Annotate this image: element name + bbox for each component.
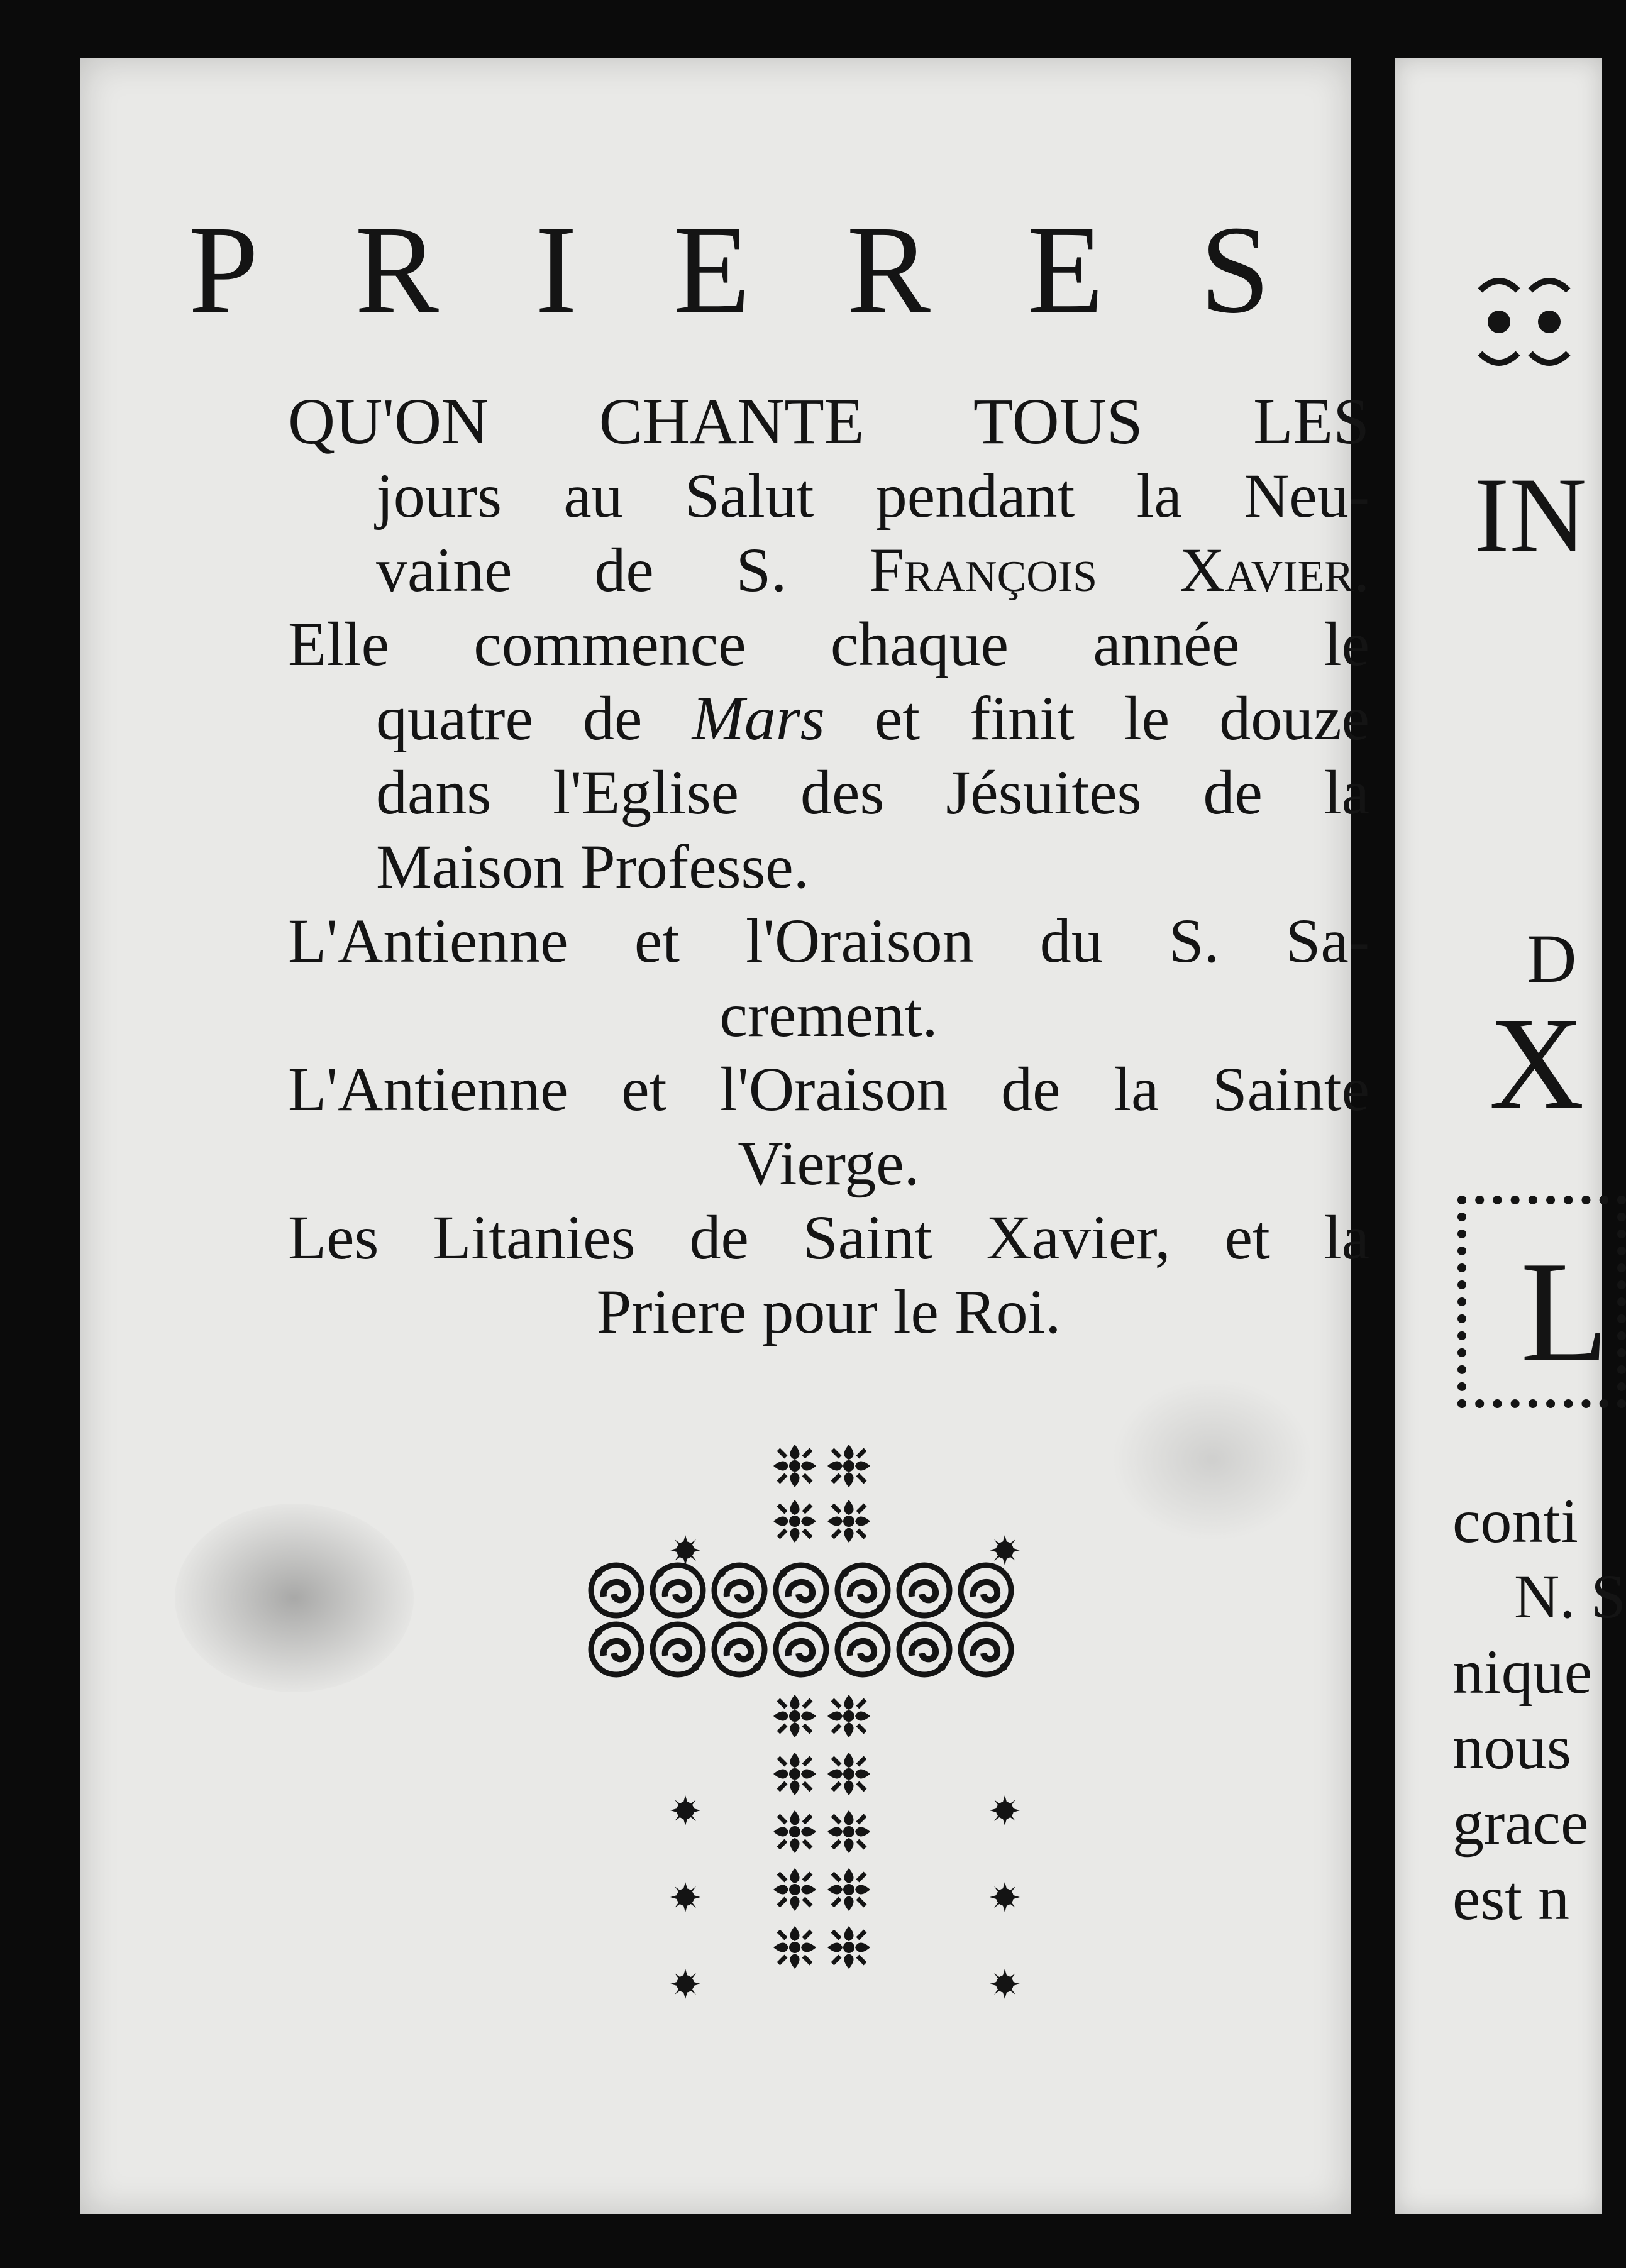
right-heading-fragment: IN [1474,456,1587,574]
right-text-line: N. S [1514,1561,1626,1631]
right-heading-fragment: D [1527,920,1577,997]
right-page [1395,58,1626,2214]
title-letter: P [189,201,259,339]
text-line: crement. [719,980,938,1050]
right-text-line: grace [1452,1788,1589,1858]
text-line: jours au Salut pendant la Neu- [376,461,1369,531]
title-letter: R [846,201,931,339]
drop-cap: L [1520,1231,1609,1392]
left-page [80,58,1369,2214]
right-text-line: est n [1452,1863,1570,1933]
title-letter: R [355,201,439,339]
text-line: L'Antienne et l'Oraison du S. Sa- [288,906,1369,976]
text-line: Les Litanies de Saint Xavier, et la [288,1203,1369,1272]
right-heading-fragment: X [1489,991,1585,1137]
text-line: vaine de S. François Xavier. [376,535,1369,605]
text-line: Elle commence chaque année le [288,609,1369,679]
ink-stain [175,1504,414,1692]
title-letter: E [1027,201,1104,339]
text-line: Priere pour le Roi. [596,1277,1061,1346]
cross-fleuron-ornament-icon [566,1421,1081,2049]
text-line: L'Antienne et l'Oraison de la Sainte [288,1054,1369,1124]
right-text-line: nous [1452,1712,1571,1782]
page-title [189,201,1270,339]
text-line: dans l'Eglise des Jésuites de la [376,757,1369,827]
right-text-line: conti [1452,1486,1578,1556]
month-name: Mars [692,683,825,753]
prayer-text [288,385,1369,1349]
title-letter: E [673,201,751,339]
paper-stain [1112,1378,1313,1541]
text-line: Vierge. [738,1128,920,1198]
header-ornament-icon [1474,272,1612,366]
right-text-line: nique [1452,1637,1593,1707]
saint-name: François Xavier. [869,535,1369,605]
title-letter: I [535,201,577,339]
text-line: quatre de Mars et finit le douze [376,683,1369,753]
subtitle-line: QU'ON CHANTE TOUS LES [288,385,1369,458]
title-letter: S [1200,201,1270,339]
text-line: Maison Professe. [376,832,809,901]
